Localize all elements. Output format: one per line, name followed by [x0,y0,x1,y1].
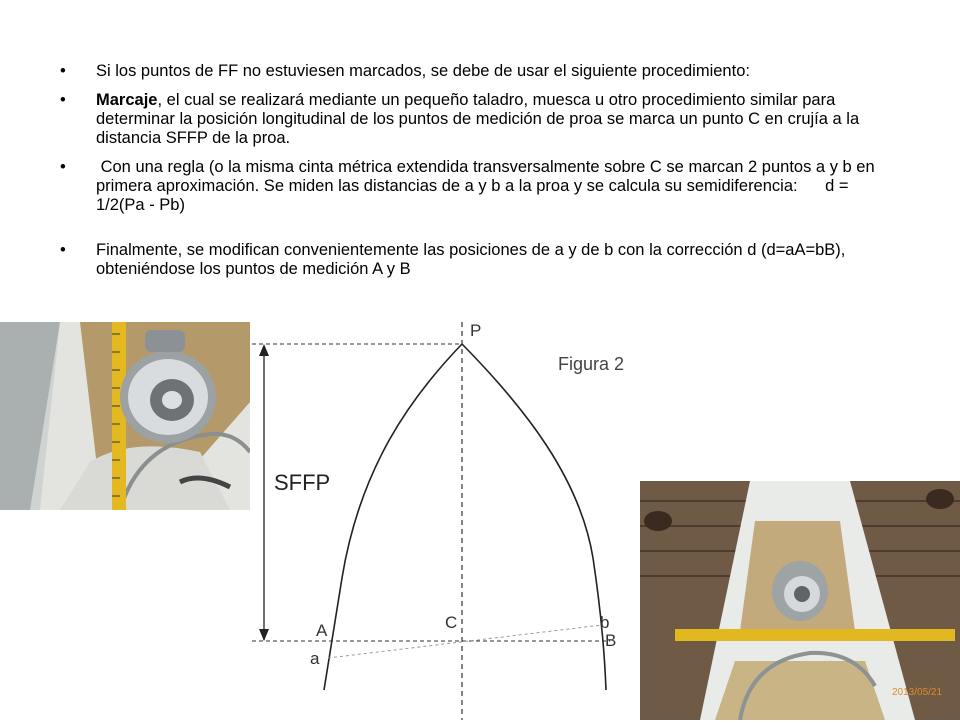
label-b: b [600,613,610,632]
bullet-item-4 [60,241,890,279]
label-a: a [310,649,320,668]
bullet-dot: • [60,241,66,259]
label-SFFP: SFFP [274,470,331,495]
bullet-dot: • [60,158,66,176]
bullet-item-1 [60,62,890,81]
deck-winch-photo-left [0,322,250,510]
bullet-text: Finalmente, se modifican convenientemente las posiciones de a y de b con la corrección d (d=aA=bB), obteniéndose los puntos de medición A y B [96,241,846,278]
figure-caption: Figura 2 [558,354,625,374]
label-P: P [470,321,482,340]
label-B: B [605,631,617,650]
bullet-list [60,62,890,289]
bullet-dot: • [60,62,66,80]
figure-2-diagram [250,318,640,720]
deck-ruler-photo-right [640,481,960,720]
bullet-bold-term: Marcaje [96,91,158,109]
bullet-text: Si los puntos de FF no estuviesen marcados, se debe de usar el siguiente procedimiento: [96,62,750,80]
label-A: A [316,621,328,640]
bullet-dot: • [60,91,66,109]
label-C: C [445,613,458,632]
bullet-item-2 [60,91,890,148]
bow-outline [324,344,462,690]
bullet-item-3 [60,158,890,215]
bullet-text: Con una regla (o la misma cinta métrica extendida transversalmente sobre C se marcan 2 puntos a y b en primera aproximación. Se miden las distancias de a y b a la proa y se calcula su semidiferencia: d = 1/2(Pa - Pb) [96,158,880,214]
bullet-text: , el cual se realizará mediante un pequeño taladro, muesca u otro procedimiento similar para determinar la posición longitudinal de los puntos de medición de proa se marca un punto C en crujía a la distancia SFFP de la proa. [96,91,860,147]
photo-timestamp: 2013/05/21 [892,687,943,698]
